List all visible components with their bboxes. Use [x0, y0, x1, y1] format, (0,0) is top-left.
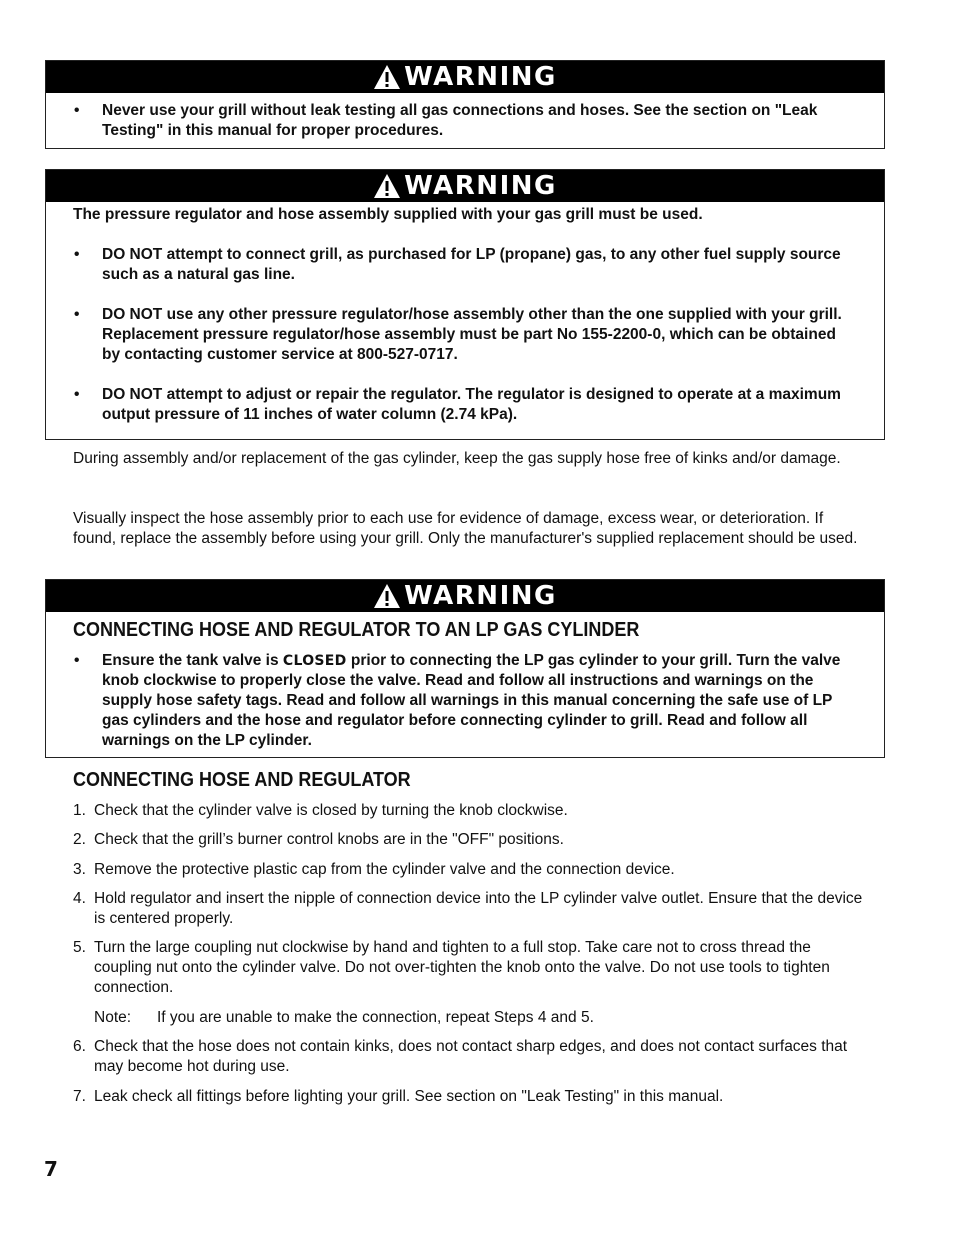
warning-box-leak-testing [45, 60, 885, 149]
warning-bullet [73, 651, 859, 751]
step-text: Check that the grill’s burner control knobs are in the "OFF" positions. [94, 831, 564, 848]
step-text: Check that the cylinder valve is closed by turning the knob clockwise. [94, 802, 568, 819]
note [94, 1008, 594, 1028]
warning-triangle-icon [373, 173, 401, 199]
step-number: 7. [73, 1088, 86, 1105]
warning-box-regulator [45, 169, 885, 440]
warning-bullet [73, 245, 856, 285]
step-number: 4. [73, 890, 86, 907]
warning-bullet [73, 101, 856, 141]
step-number: 1. [73, 802, 86, 819]
warning-bullet-text: DO NOT attempt to connect grill, as purchased for LP (propane) gas, to any other fuel supply source such as a natural gas line. [102, 246, 841, 283]
step-item [73, 801, 863, 821]
bullet-marker: • [74, 386, 80, 403]
closed-emphasis: CLOSED [282, 653, 347, 669]
warning-triangle-icon [373, 583, 401, 609]
warning-triangle-icon [373, 64, 401, 90]
step-item [73, 1037, 863, 1077]
lp-cylinder-heading: CONNECTING HOSE AND REGULATOR TO AN LP GAS CYLINDER [73, 619, 640, 641]
step-text: Check that the hose does not contain kinks, does not contact sharp edges, and does not contact surfaces that may become hot during use. [94, 1038, 848, 1075]
step-text: Turn the large coupling nut clockwise by hand and tighten to a full stop. Take care not to cross thread the coupling nut onto the cylinder valve. Do not over-tighten the knob onto the valve. Do not use tools to tighten connection. [94, 939, 830, 996]
warning-bullet [73, 385, 856, 425]
body-paragraph-inspect: Visually inspect the hose assembly prior to each use for evidence of damage, excess wear, or deterioration. If found, replace the assembly before using your grill. Only the manufacturer's supplied replacement should be used. [73, 510, 858, 547]
bullet-marker: • [74, 652, 80, 669]
step-item [73, 938, 863, 998]
bullet-marker: • [74, 102, 80, 119]
warning-bullet-text: DO NOT attempt to adjust or repair the regulator. The regulator is designed to operate at a maximum output pressure of 11 inches of water column (2.74 kPa). [102, 386, 841, 423]
body-paragraph-kinks: During assembly and/or replacement of the gas cylinder, keep the gas supply hose free of kinks and/or damage. [73, 450, 841, 467]
step-item [73, 1087, 863, 1107]
warning-bullet [73, 305, 856, 365]
warning-header [46, 61, 884, 93]
step-number: 2. [73, 831, 86, 848]
note-text: If you are unable to make the connection, repeat Steps 4 and 5. [157, 1009, 594, 1026]
step-item [73, 860, 863, 880]
warning-bullet-text: Ensure the tank valve is CLOSED prior to connecting the LP gas cylinder to your grill. Turn the valve knob clockwise to properly close the valve. Read and follow all instructions and warnings on the supply hose safety tags. Read and follow all warnings in this manual concerning the safe use of LP gas cylinders and the hose and regulator before connecting cylinder to grill. Read and follow all warnings on the LP cylinder. [102, 652, 841, 749]
step-text: Remove the protective plastic cap from the cylinder valve and the connection device. [94, 861, 675, 878]
warning-label: WARNING [404, 62, 557, 92]
warning-header [46, 580, 884, 612]
section-heading: CONNECTING HOSE AND REGULATOR [73, 769, 411, 791]
step-number: 5. [73, 939, 86, 956]
note-label: Note: [94, 1009, 132, 1026]
warning-intro: The pressure regulator and hose assembly supplied with your gas grill must be used. [73, 206, 703, 223]
step-number: 6. [73, 1038, 86, 1055]
warning-label: WARNING [404, 171, 557, 201]
step-text: Leak check all fittings before lighting your grill. See section on "Leak Testing" in this manual. [94, 1088, 724, 1105]
warning-bullet-text: DO NOT use any other pressure regulator/hose assembly other than the one supplied with your grill. Replacement pressure regulator/hose assembly must be part No 155-2200-0, which can be obtained by contacting customer service at 800-527-0717. [102, 306, 842, 363]
step-text: Hold regulator and insert the nipple of connection device into the LP cylinder valve outlet. Ensure that the device is centered properly. [94, 890, 863, 927]
step-number: 3. [73, 861, 86, 878]
bullet-marker: • [74, 306, 80, 323]
page-number: 7 [44, 1157, 58, 1181]
bullet-marker: • [74, 246, 80, 263]
warning-bullet-text: Never use your grill without leak testing all gas connections and hoses. See the section on "Leak Testing" in this manual for proper procedures. [102, 102, 818, 139]
warning-label: WARNING [404, 581, 557, 611]
step-item [73, 889, 863, 929]
step-item [73, 830, 863, 850]
warning-header [46, 170, 884, 202]
